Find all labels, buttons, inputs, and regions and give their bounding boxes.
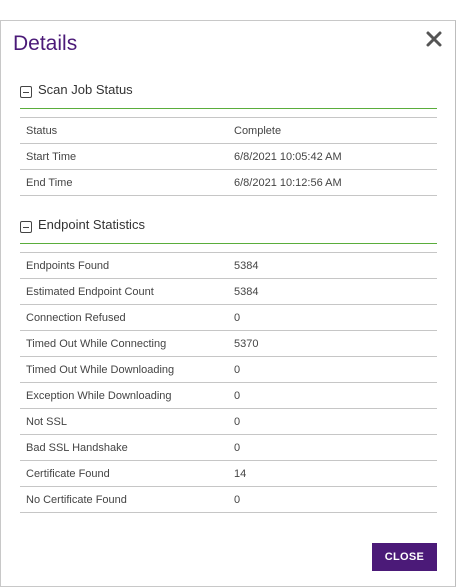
table-row xyxy=(20,279,437,305)
row-value: Complete xyxy=(234,118,437,144)
row-value: 14 xyxy=(234,461,437,487)
table-row xyxy=(20,331,437,357)
row-value: 0 xyxy=(234,357,437,383)
row-value: 5384 xyxy=(234,253,437,279)
row-value: 0 xyxy=(234,409,437,435)
scan-job-status-heading: Scan Job Status xyxy=(38,82,133,97)
table-row xyxy=(20,461,437,487)
row-label: Bad SSL Handshake xyxy=(20,435,234,461)
table-row xyxy=(20,409,437,435)
endpoint-statistics-heading: Endpoint Statistics xyxy=(38,217,145,232)
table-row xyxy=(20,383,437,409)
scan-job-status-header[interactable] xyxy=(20,78,437,109)
row-label: Start Time xyxy=(20,144,234,170)
table-row xyxy=(20,170,437,196)
endpoint-statistics-table xyxy=(20,252,437,513)
row-value: 6/8/2021 10:05:42 AM xyxy=(234,144,437,170)
table-row xyxy=(20,487,437,513)
row-label: Timed Out While Downloading xyxy=(20,357,234,383)
collapse-minus-icon[interactable] xyxy=(20,86,32,98)
row-label: Exception While Downloading xyxy=(20,383,234,409)
row-value: 5370 xyxy=(234,331,437,357)
details-dialog xyxy=(0,20,456,587)
row-label: End Time xyxy=(20,170,234,196)
row-value: 6/8/2021 10:12:56 AM xyxy=(234,170,437,196)
table-row xyxy=(20,435,437,461)
close-button[interactable]: CLOSE xyxy=(372,543,437,571)
row-value: 0 xyxy=(234,487,437,513)
row-label: Certificate Found xyxy=(20,461,234,487)
collapse-minus-icon[interactable] xyxy=(20,221,32,233)
scan-job-status-table xyxy=(20,117,437,196)
row-label: Not SSL xyxy=(20,409,234,435)
row-value: 0 xyxy=(234,383,437,409)
row-label: Timed Out While Connecting xyxy=(20,331,234,357)
dialog-title: Details xyxy=(13,32,78,55)
row-value: 0 xyxy=(234,305,437,331)
table-row xyxy=(20,118,437,144)
table-row xyxy=(20,305,437,331)
endpoint-statistics-header[interactable] xyxy=(20,213,437,244)
close-icon[interactable] xyxy=(425,30,443,48)
table-row xyxy=(20,253,437,279)
row-value: 5384 xyxy=(234,279,437,305)
row-label: No Certificate Found xyxy=(20,487,234,513)
row-label: Endpoints Found xyxy=(20,253,234,279)
table-row xyxy=(20,357,437,383)
table-row xyxy=(20,144,437,170)
row-label: Connection Refused xyxy=(20,305,234,331)
row-label: Status xyxy=(20,118,234,144)
row-label: Estimated Endpoint Count xyxy=(20,279,234,305)
row-value: 0 xyxy=(234,435,437,461)
